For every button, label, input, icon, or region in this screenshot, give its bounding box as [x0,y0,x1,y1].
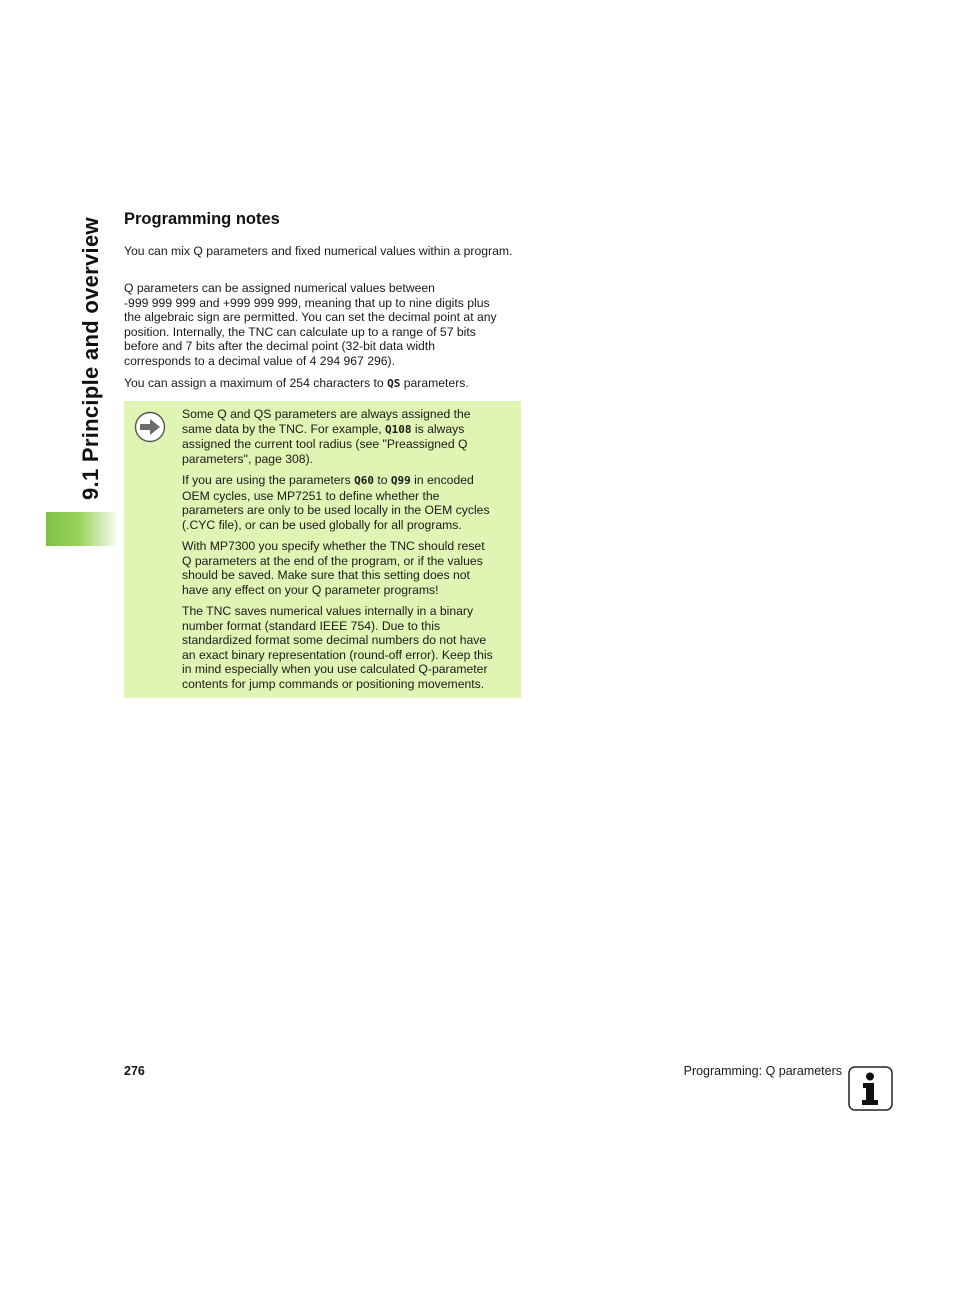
text-line: number format (standard IEEE 754). Due to this [182,618,441,633]
text-line: -999 999 999 and +999 999 999, meaning that up to nine digits plus [124,295,490,310]
text-line: Q parameters can be assigned numerical values between [124,281,435,295]
paragraph-mix-values: You can mix Q parameters and fixed numerical values within a program. [124,244,513,258]
text-run: is always [411,421,465,436]
text-run: parameters. [400,376,469,390]
note-paragraph-preassigned [182,407,512,466]
text-line: corresponds to a decimal value of 4 294 967 296). [124,353,396,368]
page-number: 276 [124,1064,145,1078]
section-heading: Programming notes [124,210,280,228]
note-paragraph-oem-cycles [182,473,512,532]
text-line: the algebraic sign are permitted. You can set the decimal point at any [124,310,497,324]
text-line: Q parameters at the end of the program, or if the values [182,553,483,568]
text-line: contents for jump commands or positioning movements. [182,676,485,691]
chapter-tab-marker [46,512,120,546]
note-paragraph-mp7300 [182,539,512,597]
code-q99: Q99 [390,474,411,487]
text-line: should be saved. Make sure that this setting does not [182,568,470,582]
footer-chapter-title: Programming: Q parameters [683,1064,842,1078]
code-q60: Q60 [354,474,374,487]
text-line: position. Internally, the TNC can calculate up to a range of 57 bits [124,324,476,339]
note-box [124,401,521,698]
text-line: parameters", page 308). [182,451,314,466]
text-run: If you are using the parameters [182,473,355,487]
text-line: The TNC saves numerical values internally in a binary [182,604,474,618]
text-line: before and 7 bits after the decimal point (32-bit data width [124,339,435,353]
paragraph-qs-chars [124,376,522,392]
paragraph-value-range [124,281,522,368]
text-line: standardized format some decimal numbers do not have [182,633,487,647]
chapter-side-title: 9.1 Principle and overview [78,217,103,500]
code-q108: Q108 [385,422,412,436]
text-line: With MP7300 you specify whether the TNC should reset [182,539,485,553]
text-line: assigned the current tool radius (see "Preassigned Q [182,437,468,451]
text-line: Some Q and QS parameters are always assigned the [182,407,471,421]
note-paragraph-ieee754 [182,604,512,691]
text-line: OEM cycles, use MP7251 to define whether the [182,488,440,503]
text-line: in mind especially when you use calculated Q-parameter [182,662,488,676]
text-line: have any effect on your Q parameter programs! [182,582,439,597]
text-run: in encoded [410,473,474,487]
text-run: You can assign a maximum of 254 characters to [124,376,388,390]
text-line: (.CYC file), or can be used globally for all programs. [182,517,462,532]
text-line: an exact binary representation (round-off error). Keep this [182,647,493,662]
text-run: same data by the TNC. For example, [182,421,385,436]
info-icon [848,1066,893,1111]
text-line: parameters are only to be used locally in the OEM cycles [182,503,490,517]
code-qs: QS [387,377,401,390]
arrow-right-icon [134,411,166,443]
text-run: to [373,473,391,487]
